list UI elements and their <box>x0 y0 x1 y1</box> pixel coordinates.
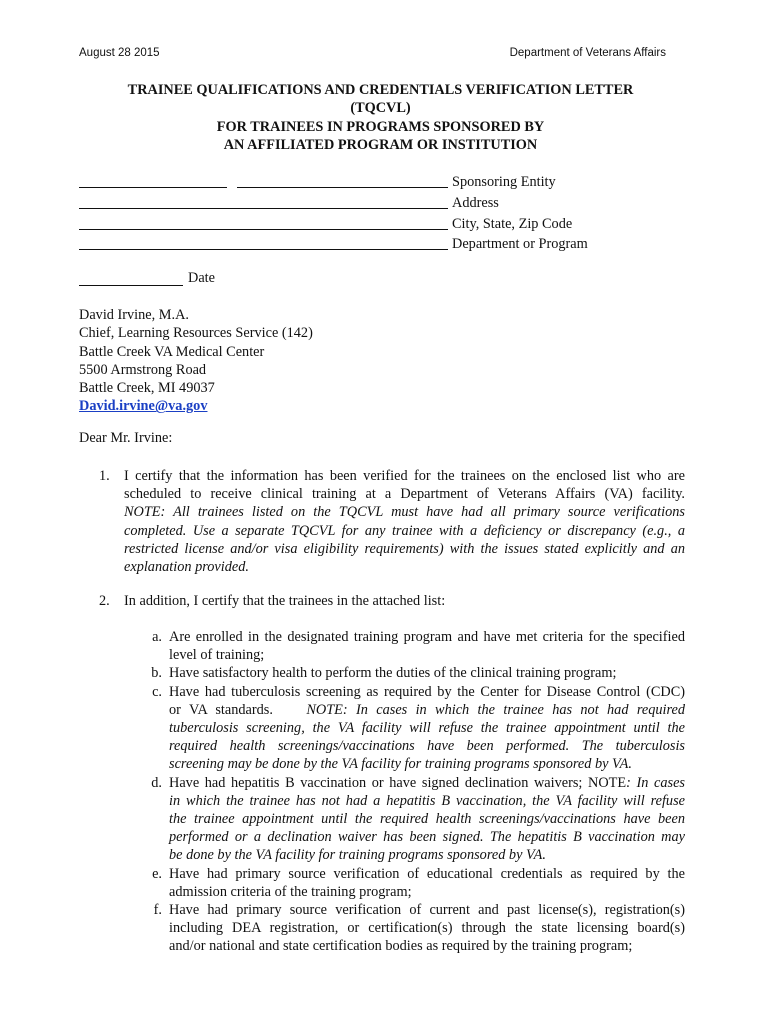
list-item-c-line-1: Have had tuberculosis screening as required by the Center for Disease Control (CDC) <box>169 683 685 700</box>
list-item-f-line-1: Have had primary source verification of current and past license(s), registration(s) <box>169 902 685 919</box>
list-item-f-line-3: and/or national and state certification bodies as required by the training program; <box>169 938 633 955</box>
list-item-d-note-3: the trainee appointment until the required health screenings/vaccinations have been <box>169 811 685 828</box>
list-item-b-line-1: Have satisfactory health to perform the duties of the clinical training program; <box>169 665 617 682</box>
paragraph-1-note-2: completed. Use a separate TQCVL for any trainee with a deficiency or discrepancy (e.g., a <box>124 522 685 539</box>
list-item-a-line-2: level of training; <box>169 647 265 664</box>
paragraph-1-line-1: I certify that the information has been verified for the trainees on the enclosed list who are <box>124 468 685 484</box>
list-item-e-line-1: Have had primary source verification of educational credentials as required by the <box>169 865 685 882</box>
list-item-d-note-2: in which the trainee has not had a hepatitis B vaccination, the VA facility will refuse <box>169 792 685 809</box>
paragraph-2-text: In addition, I certify that the trainees in the attached list: <box>124 593 446 609</box>
title-line-3: FOR TRAINEES IN PROGRAMS SPONSORED BY <box>216 118 545 135</box>
city-state-zip-label: City, State, Zip Code <box>452 215 573 232</box>
list-letter-d: d. <box>151 774 162 791</box>
city-state-zip-blank[interactable] <box>79 229 448 230</box>
recipient-name: David Irvine, M.A. <box>79 307 189 323</box>
list-letter-b: b. <box>151 665 162 682</box>
date-blank[interactable] <box>79 285 183 286</box>
list-letter-c: c. <box>152 683 162 700</box>
list-item-c-note-3: required health screenings/vaccinations have been performed. The tuberculosis <box>169 738 685 755</box>
address-blank[interactable] <box>79 208 448 209</box>
recipient-email-link[interactable]: David.irvine@va.gov <box>79 398 208 415</box>
paragraph-2 <box>79 592 685 610</box>
paragraph-1-line-2: scheduled to receive clinical training at a Department of Veterans Affairs (VA) facility. <box>124 486 685 503</box>
list-item-d-note-start: : In cases <box>626 774 685 791</box>
list-item-a-line-1: Are enrolled in the designated training program and have met criteria for the specified <box>169 629 685 645</box>
title-line-4: AN AFFILIATED PROGRAM OR INSTITUTION <box>223 136 538 153</box>
list-item-d-line-1-plain: Have had hepatitis B vaccination or have signed declination waivers; NOTE <box>169 774 627 791</box>
recipient-street: 5500 Armstrong Road <box>79 361 207 378</box>
list-item-f-line-2: including DEA registration, or certification(s) through the state licensing board(s) <box>169 920 685 937</box>
list-item-c-line-2-plain: or VA standards. <box>169 701 273 718</box>
salutation: Dear Mr. Irvine: <box>79 430 173 446</box>
paragraph-1-note-4: explanation provided. <box>124 559 249 576</box>
list-item-d-note-5: be done by the VA facility for training programs sponsored by VA. <box>169 847 546 864</box>
paragraph-1 <box>79 467 685 576</box>
department-program-label: Department or Program <box>452 236 588 253</box>
sponsoring-entity-label: Sponsoring Entity <box>452 174 556 190</box>
list-item-c-line-2 <box>169 701 685 719</box>
list-item-d <box>143 774 685 865</box>
list-item-d-note-4: performed or a declination waiver has been signed. The hepatitis B vaccination may <box>169 829 685 846</box>
list-item-f <box>143 901 685 956</box>
sponsoring-entity-blank-2[interactable] <box>237 187 448 188</box>
document-title <box>79 81 682 154</box>
list-item-b <box>143 664 685 682</box>
list-item-a <box>143 628 685 664</box>
paragraph-2-number: 2. <box>99 593 110 609</box>
recipient-city: Battle Creek, MI 49037 <box>79 380 215 397</box>
header-department: Department of Veterans Affairs <box>509 47 666 59</box>
certification-list <box>143 628 685 956</box>
address-label: Address <box>452 194 499 211</box>
department-program-blank[interactable] <box>79 249 448 250</box>
list-item-e-line-2: admission criteria of the training program; <box>169 883 412 900</box>
list-item-c-note-start: NOTE: In cases in which the trainee has not had required <box>306 701 685 718</box>
recipient-title: Chief, Learning Resources Service (142) <box>79 325 313 342</box>
recipient-address <box>79 306 313 416</box>
title-line-1: TRAINEE QUALIFICATIONS AND CREDENTIALS VERIFICATION LETTER <box>127 82 634 98</box>
title-line-2: (TQCVL) <box>350 100 411 117</box>
list-letter-f: f. <box>153 902 162 919</box>
paragraph-1-note-3: restricted license and/or visa eligibility requirements) with the issues stated explicitly and an <box>124 540 685 557</box>
list-letter-e: e. <box>152 865 162 882</box>
paragraph-1-note-1: NOTE: All trainees listed on the TQCVL must have had all primary source verifications <box>124 504 685 521</box>
header-date: August 28 2015 <box>79 47 160 59</box>
list-item-d-line-1 <box>169 774 685 792</box>
paragraph-1-number: 1. <box>99 468 110 484</box>
list-item-c-note-4: screening may be done by the VA facility for training programs sponsored by VA. <box>169 756 632 773</box>
list-item-e <box>143 865 685 901</box>
date-label: Date <box>188 270 215 286</box>
list-item-c <box>143 683 685 774</box>
list-letter-a: a. <box>152 629 162 645</box>
sponsoring-entity-blank-1[interactable] <box>79 187 227 188</box>
recipient-org: Battle Creek VA Medical Center <box>79 343 265 360</box>
list-item-c-note-2: tuberculosis screening, the VA facility will refuse the trainee appointment until the <box>169 720 685 737</box>
